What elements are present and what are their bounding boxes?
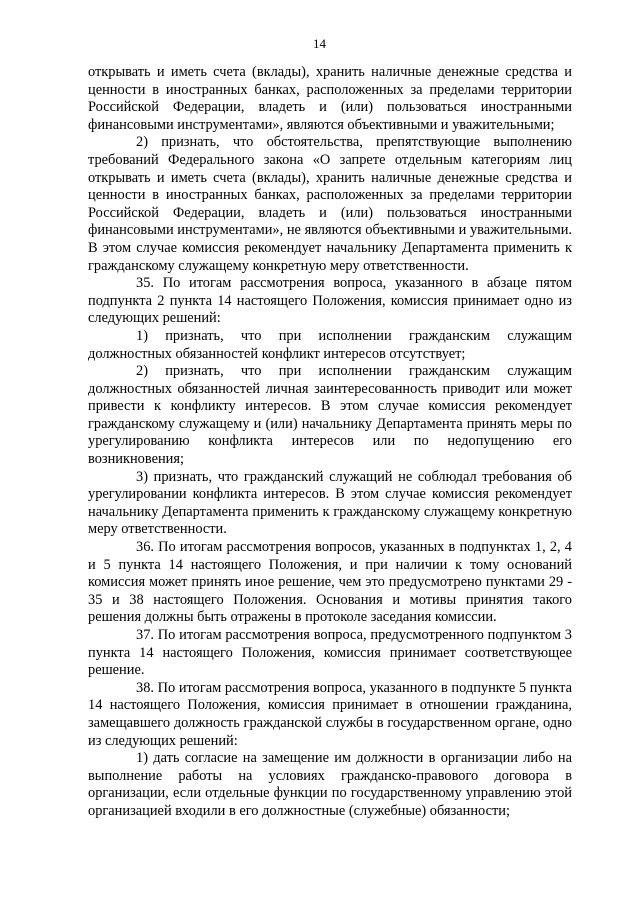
paragraph: 37. По итогам рассмотрения вопроса, предусмотренного подпунктом 3 пункта 14 настоящего Положения, комиссия принимает соответствующее решение. (88, 627, 572, 679)
paragraph: 2) признать, что при исполнении гражданским служащим должностных обязанностей личная заинтересованность приводит или может привести к конфликту интересов. В этом случае комиссия рекомендует гражданскому служащему и (или) начальнику Департамента принять меры по урегулированию конфликта интересов или по недопущению его возникновения; (88, 363, 572, 468)
document-body (88, 64, 572, 821)
paragraph: 35. По итогам рассмотрения вопроса, указанного в абзаце пятом подпункта 2 пункта 14 настоящего Положения, комиссия принимает одно из следующих решений: (88, 275, 572, 327)
paragraph: 1) признать, что при исполнении гражданским служащим должностных обязанностей конфликт интересов отсутствует; (88, 327, 572, 362)
paragraph: 38. По итогам рассмотрения вопроса, указанного в подпункте 5 пункта 14 настоящего Положения, комиссия принимает в отношении гражданина, замещавшего должность гражданской службы в государственном органе, одно из следующих решений: (88, 679, 572, 749)
paragraph: 1) дать согласие на замещение им должности в организации либо на выполнение работы на условиях гражданско-правового договора в организации, если отдельные функции по государственному управлению этой организацией входили в его должностные (служебные) обязанности; (88, 750, 572, 819)
page-number: 14 (313, 36, 326, 51)
paragraph: открывать и иметь счета (вклады), хранить наличные денежные средства и ценности в иностранных банках, расположенных за пределами территории Российской Федерации, владеть и (или) пользоваться иностранными финансовыми инструментами», являются объективными и уважительными; (88, 64, 572, 133)
paragraph: 36. По итогам рассмотрения вопросов, указанных в подпунктах 1, 2, 4 и 5 пункта 14 настоящего Положения, и при наличии к тому оснований комиссия может принять иное решение, чем это предусмотрено пунктами 29 - 35 и 38 настоящего Положения. Основания и мотивы принятия такого решения должны быть отражены в протоколе заседания комиссии. (88, 539, 572, 626)
paragraph: 3) признать, что гражданский служащий не соблюдал требования об урегулировании конфликта интересов. В этом случае комиссия рекомендует начальнику Департамента применить к гражданскому служащему конкретную меру ответственности. (88, 468, 572, 538)
paragraph: 2) признать, что обстоятельства, препятствующие выполнению требований Федерального закона «О запрете отдельным категориям лиц открывать и иметь счета (вклады), хранить наличные денежные средства и ценности в иностранных банках, расположенных за пределами территории Российской Федерации, владеть и (или) пользоваться иностранными финансовыми инструментами», не являются объективными и уважительными. В этом случае комиссия рекомендует начальнику Департамента применить к гражданскому служащему конкретную меру ответственности. (88, 134, 572, 274)
